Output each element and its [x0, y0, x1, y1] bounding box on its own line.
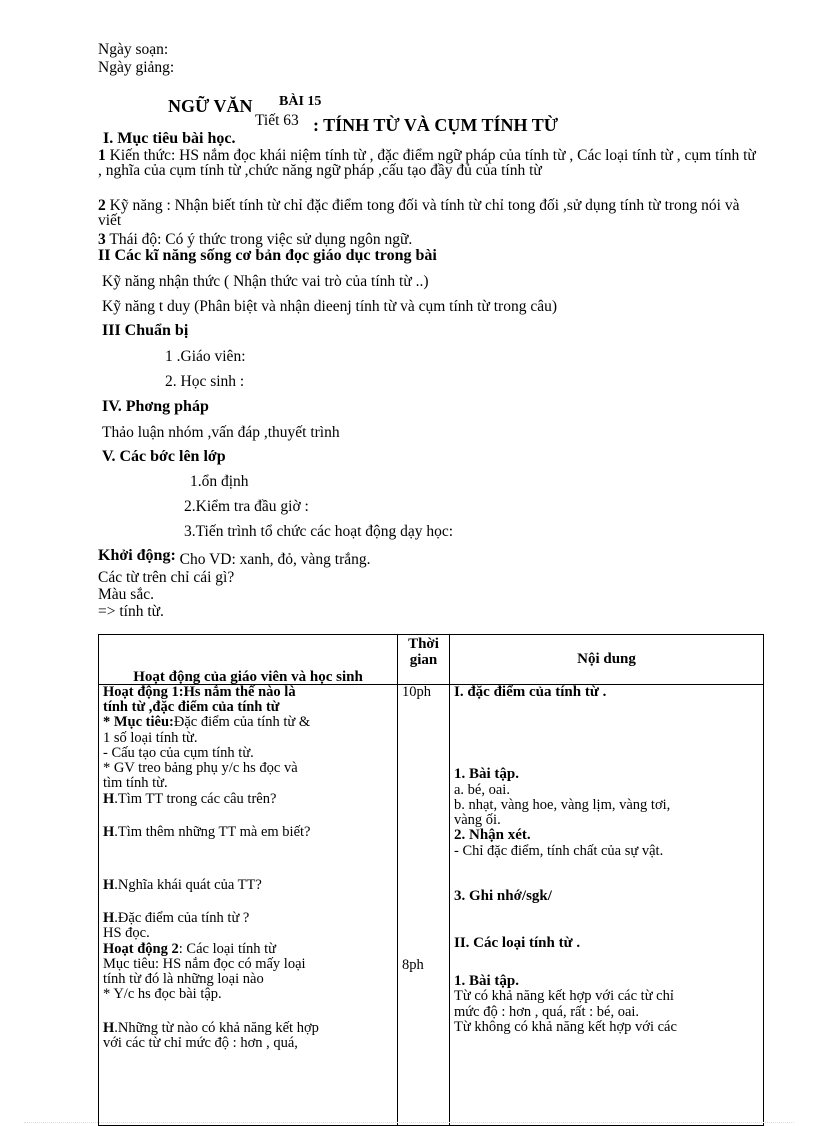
col-time-label: Thời gian	[408, 636, 439, 668]
subject-title: NGỮ VĂN	[168, 96, 253, 116]
activity-2-title: : Các loại tính từ	[178, 940, 277, 957]
question-3	[103, 878, 393, 893]
objective-attitude	[98, 232, 412, 248]
steps-heading: V. Các bớc lên lớp	[102, 448, 226, 465]
activity-1-title: Hs nắm thế nào là	[183, 685, 296, 700]
teacher-instruction: * GV treo bảng phụ y/c hs đọc và	[103, 760, 298, 777]
objective-1-line	[103, 715, 393, 730]
content-remark-text: - Chỉ đặc điểm, tính chất của sự vật.	[454, 842, 664, 859]
activity-2-label: Hoạt động 2	[103, 940, 179, 957]
time-activity-1: 10ph	[402, 685, 431, 700]
lesson-number: BÀI 15	[279, 94, 322, 109]
question-5	[103, 1021, 393, 1036]
question-4-mark: H	[103, 910, 115, 927]
table-row	[99, 685, 764, 1126]
warmup-label: Khởi động:	[98, 547, 176, 564]
date-prepared: Ngày soạn:	[98, 41, 169, 58]
objective-1-label: * Mục tiêu:	[103, 714, 174, 731]
question-5-text: .Những từ nào có khả năng kết hợp	[114, 1019, 319, 1036]
objectives-heading: I. Mục tiêu bài học.	[103, 130, 236, 147]
step-check: 2.Kiểm tra đầu giờ :	[184, 498, 309, 515]
content-exercise-2-line2: mức độ : hơn , quá, rất : bé, oai.	[454, 1003, 640, 1020]
lesson-title: : TÍNH TỪ VÀ CỤM TÍNH TỪ	[313, 115, 559, 135]
warmup-conclusion: => tính từ.	[98, 603, 164, 620]
question-1	[103, 792, 393, 807]
activity-2-line	[103, 942, 393, 957]
activity-1-line	[103, 685, 393, 700]
col-content-header	[450, 635, 764, 685]
objective-1-text: Đặc điểm của tính từ &	[173, 714, 311, 731]
content-section-1: I. đặc điểm của tính từ .	[454, 685, 607, 700]
lesson-table	[98, 634, 764, 1126]
content-remember: 3. Ghi nhớ/sgk/	[454, 888, 552, 905]
warmup-text: Cho VD: xanh, đỏ, vàng trắng.	[175, 551, 371, 568]
prepare-teacher: 1 .Giáo viên:	[165, 348, 246, 365]
content-exercise-2-line1: Từ có khả năng kết hợp với các từ chỉ	[454, 988, 674, 1005]
period-number: Tiết 63	[255, 112, 299, 129]
activity-1-title-cont: tính từ ,đặc điểm của tính từ	[103, 699, 280, 716]
step-stabilize: 1.ổn định	[190, 473, 249, 490]
objective-2-text: Mục tiêu: HS nắm đọc có mấy loại	[103, 955, 306, 972]
col-content-label: Nội dung	[577, 650, 636, 667]
step-process: 3.Tiến trình tổ chức các hoạt động dạy học:	[184, 523, 454, 540]
objective-knowledge-text: Kiến thức: HS nắm đọc khái niệm tính từ , đặc điểm ngữ pháp của tính từ , Các loại tính từ , cụm tính từ , nghĩa của cụm tính từ ,chức năng ngữ pháp ,cấu tạo đầy đủ của tính từ	[98, 147, 756, 179]
question-1-text: .Tìm TT trong các câu trên?	[114, 790, 277, 807]
content-section-2: II. Các loại tính từ .	[454, 934, 581, 951]
objective-1-structure: - Cấu tạo của cụm tính từ.	[103, 744, 254, 761]
objective-skills-number: 2	[98, 197, 106, 214]
student-reads: HS đọc.	[103, 925, 150, 942]
method-text: Thảo luận nhóm ,vấn đáp ,thuyết trình	[102, 424, 340, 441]
question-5-text-cont: với các từ chỉ mức độ : hơn , quá,	[103, 1034, 298, 1051]
activity-cell	[99, 685, 398, 1126]
objective-knowledge-number: 1	[98, 147, 106, 164]
content-cell	[450, 685, 764, 1126]
time-activity-2: 8ph	[402, 957, 424, 974]
objective-2-text-cont: tính từ đó là những loại nào	[103, 971, 264, 988]
skills-heading: II Các kĩ năng sống cơ bản đọc giáo dục trong bài	[98, 247, 437, 264]
objective-attitude-number: 3	[98, 231, 106, 248]
teacher-instruction-cont: tìm tính từ.	[103, 775, 168, 792]
question-3-mark: H	[103, 876, 115, 893]
objective-1-text-cont: 1 số loại tính từ.	[103, 729, 198, 746]
time-cell	[398, 685, 450, 1126]
content-exercise-1b: b. nhạt, vàng hoe, vàng lịm, vàng tơi,	[454, 796, 671, 813]
table-header-row	[99, 635, 764, 685]
content-exercise-1a: a. bé, oai.	[454, 781, 510, 798]
question-5-mark: H	[103, 1019, 115, 1036]
date-taught: Ngày giảng:	[98, 59, 175, 76]
content-exercise-2: 1. Bài tập.	[454, 972, 520, 989]
question-2-mark: H	[103, 823, 115, 840]
col-activity-label: Hoạt động của giáo viên và học sinh	[133, 669, 363, 685]
warmup-line	[98, 547, 371, 568]
objective-knowledge	[98, 148, 762, 178]
prepare-heading: III Chuẩn bị	[102, 322, 189, 339]
content-remark: 2. Nhận xét.	[454, 827, 531, 844]
content-exercise-2-line3: Từ không có khả năng kết hợp với các	[454, 1018, 677, 1035]
content-exercise-1: 1. Bài tập.	[454, 765, 520, 782]
objective-attitude-text: Thái độ: Có ý thức trong việc sử dụng ngôn ngữ.	[105, 231, 413, 248]
warmup-answer: Màu sắc.	[98, 586, 154, 603]
question-2-text: .Tìm thêm những TT mà em biết?	[114, 823, 311, 840]
warmup-question: Các từ trên chỉ cái gì?	[98, 569, 235, 586]
question-2	[103, 825, 393, 840]
question-1-mark: H	[103, 790, 115, 807]
question-4-text: .Đặc điểm của tính từ ?	[114, 910, 250, 927]
content-exercise-1b-cont: vàng ối.	[454, 811, 501, 828]
question-4	[103, 911, 393, 926]
question-3-text: .Nghĩa khái quát của TT?	[114, 876, 262, 893]
skill-thinking: Kỹ năng t duy (Phân biệt và nhận dieenj tính từ và cụm tính từ trong câu)	[102, 298, 558, 315]
prepare-student: 2. Học sinh :	[165, 373, 245, 390]
col-time-header	[398, 635, 450, 685]
activity-1-label: Hoạt động 1:	[103, 685, 184, 700]
col-activity-header	[99, 635, 398, 685]
method-heading: IV. Phơng pháp	[102, 398, 209, 415]
objective-skills	[98, 198, 762, 228]
exercise-request: * Y/c hs đọc bài tập.	[103, 986, 222, 1003]
objective-skills-text: Kỹ năng : Nhận biết tính từ chỉ đặc điểm tong đối và tính từ chỉ tong đối ,sử dụng tính từ trong nói và viết	[98, 197, 740, 229]
skill-awareness: Kỹ năng nhận thức ( Nhận thức vai trò của tính từ ..)	[102, 273, 429, 290]
